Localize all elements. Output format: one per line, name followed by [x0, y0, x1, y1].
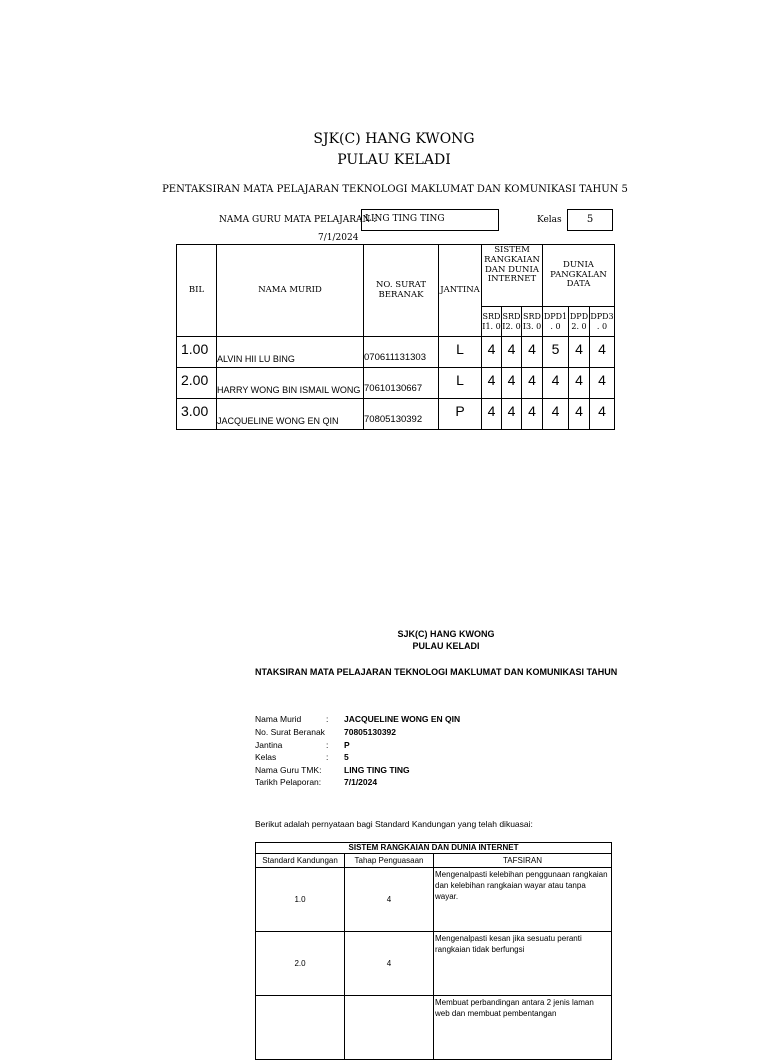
row-score: 5: [543, 337, 569, 368]
info-label: Nama Murid: [255, 714, 302, 724]
info-label: Jantina: [255, 740, 283, 750]
report-place-title: PULAU KELADI: [412, 641, 480, 651]
row-tp: 4: [345, 932, 434, 996]
row-desc: Mengenalpasti kelebihan penggunaan rangkaian dan kelebihan rangkaian wayar atau tanpa wayar.: [434, 868, 612, 932]
header-dpd3: DPD3 . 0: [590, 307, 615, 337]
row-sk: [256, 996, 345, 1060]
header-srdi2: SRD I2. 0: [502, 307, 522, 337]
row-score: 4: [569, 368, 590, 399]
row-jantina: L: [439, 368, 482, 399]
row-score: 4: [569, 399, 590, 430]
sheet-date: 7/1/2024: [318, 233, 359, 243]
teacher-name-field[interactable]: LING TING TING: [361, 209, 499, 231]
table-row: [177, 337, 615, 368]
kelas-field[interactable]: 5: [567, 209, 613, 231]
row-score: 4: [522, 368, 543, 399]
info-label: Tarikh Pelaporan:: [255, 777, 322, 787]
row-score: 4: [590, 399, 615, 430]
table-row: [256, 868, 612, 932]
row-score: 4: [590, 368, 615, 399]
info-label: Nama Guru TMK:: [255, 765, 322, 775]
row-score: 4: [543, 368, 569, 399]
row-score: 4: [522, 337, 543, 368]
kelas-label: Kelas: [537, 215, 562, 225]
header-dpd2: DPD 2. 0: [569, 307, 590, 337]
info-value: 70805130392: [344, 727, 397, 737]
teacher-label: NAMA GURU MATA PELAJARAN :: [219, 215, 377, 225]
row-score: 4: [522, 399, 543, 430]
header-srdi1: SRD I1. 0: [482, 307, 502, 337]
row-name: JACQUELINE WONG EN QIN: [217, 399, 364, 430]
col-tafsiran: TAFSIRAN: [434, 854, 612, 868]
row-score: 4: [543, 399, 569, 430]
row-bil: 1.00: [177, 337, 217, 368]
info-label: Kelas: [255, 752, 277, 762]
info-value: JACQUELINE WONG EN QIN: [344, 714, 461, 724]
sheet-place-title: PULAU KELADI: [337, 152, 451, 168]
row-tp: 4: [345, 868, 434, 932]
row-score: 4: [502, 368, 522, 399]
info-value: LING TING TING: [344, 765, 410, 775]
row-tp: [345, 996, 434, 1060]
info-colon: :: [326, 714, 329, 724]
row-jantina: P: [439, 399, 482, 430]
row-score: 4: [590, 337, 615, 368]
row-score: 4: [482, 368, 502, 399]
report-school-title: SJK(C) HANG KWONG: [397, 629, 495, 639]
info-label: No. Surat Beranak: [255, 727, 325, 737]
header-bil: BIL: [177, 245, 217, 337]
row-score: 4: [569, 337, 590, 368]
row-bil: 2.00: [177, 368, 217, 399]
row-score: 4: [482, 337, 502, 368]
info-value: P: [344, 740, 350, 750]
header-surat-beranak: NO. SURAT BERANAK: [364, 245, 439, 337]
info-value: 7/1/2024: [344, 777, 378, 787]
tafsiran-title: SISTEM RANGKAIAN DAN DUNIA INTERNET: [256, 843, 612, 854]
table-row: [177, 399, 615, 430]
header-jantina: JANTINA: [439, 245, 482, 337]
info-value: 5: [344, 752, 349, 762]
row-name: ALVIN HII LU BING: [217, 337, 364, 368]
student-score-table: [176, 244, 615, 430]
table-row: [177, 368, 615, 399]
info-colon: :: [326, 740, 329, 750]
header-dunia-pangkalan: DUNIA PANGKALAN DATA: [543, 245, 615, 307]
table-row: [256, 996, 612, 1060]
header-sistem-rangkaian: SISTEM RANGKAIAN DAN DUNIA INTERNET: [482, 245, 543, 307]
report-intro: Berikut adalah pernyataan bagi Standard Kandungan yang telah dikuasai:: [255, 819, 533, 829]
report-subject-title: NTAKSIRAN MATA PELAJARAN TEKNOLOGI MAKLUMAT DAN KOMUNIKASI TAHUN: [255, 667, 618, 677]
row-sk: 1.0: [256, 868, 345, 932]
table-row: [256, 932, 612, 996]
row-surat: 70805130392: [364, 399, 439, 430]
col-standard-kandungan: Standard Kandungan: [256, 854, 345, 868]
row-sk: 2.0: [256, 932, 345, 996]
header-srdi3: SRD I3. 0: [522, 307, 543, 337]
row-desc: Mengenalpasti kesan jika sesuatu peranti rangkaian tidak berfungsi: [434, 932, 612, 996]
row-score: 4: [482, 399, 502, 430]
header-nama-murid: NAMA MURID: [217, 245, 364, 337]
info-colon: :: [326, 752, 329, 762]
row-bil: 3.00: [177, 399, 217, 430]
row-score: 4: [502, 399, 522, 430]
row-surat: 70610130667: [364, 368, 439, 399]
row-jantina: L: [439, 337, 482, 368]
row-score: 4: [502, 337, 522, 368]
tafsiran-table: [255, 842, 612, 1060]
header-dpd1: DPD1 . 0: [543, 307, 569, 337]
sheet-subject-title: PENTAKSIRAN MATA PELAJARAN TEKNOLOGI MAKLUMAT DAN KOMUNIKASI TAHUN 5: [162, 184, 628, 195]
sheet-school-title: SJK(C) HANG KWONG: [313, 131, 475, 147]
row-surat: 070611131303: [364, 337, 439, 368]
col-tahap-penguasaan: Tahap Penguasaan: [345, 854, 434, 868]
row-desc: Membuat perbandingan antara 2 jenis laman web dan membuat pembentangan: [434, 996, 612, 1060]
row-name: HARRY WONG BIN ISMAIL WONG: [217, 368, 364, 399]
